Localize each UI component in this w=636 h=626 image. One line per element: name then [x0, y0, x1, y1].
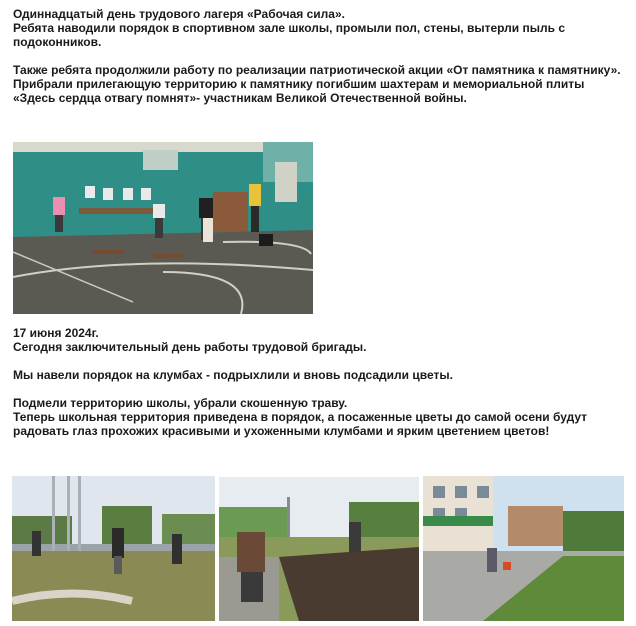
date-heading: 17 июня 2024г.: [13, 326, 99, 340]
text-line: Мы навели порядок на клумбах - подрыхлили и вновь подсадили цветы.: [13, 368, 453, 382]
text-line: Одиннадцатый день трудового лагеря «Рабочая сила».: [13, 7, 345, 21]
text-line: Также ребята продолжили работу по реализации патриотической акции «От памятника к памятнику».: [13, 63, 621, 77]
text-line: «Здесь сердца отвагу помнят»- участникам Великой Отечественной войны.: [13, 91, 467, 105]
text-line: Сегодня заключительный день работы трудовой бригады.: [13, 340, 367, 354]
paragraph-territory: [13, 396, 633, 438]
text-line: Ребята наводили порядок в спортивном зале школы, промыли пол, стены, вытерли пыль с: [13, 21, 566, 35]
text-line: подоконников.: [13, 35, 102, 49]
text-line: Теперь школьная территория приведена в порядок, а посаженные цветы до самой осени будут: [13, 410, 588, 424]
text-line: Подмели территорию школы, убрали скошенную траву.: [13, 396, 348, 410]
photo-flowerbed: [219, 477, 419, 621]
photo-school-yard: [12, 476, 215, 621]
paragraph-flowerbeds: [13, 368, 633, 382]
text-line: Прибрали прилегающую территорию к памятнику погибшим шахтерам и мемориальной плиты: [13, 77, 585, 91]
paragraph-monument-action: [13, 63, 633, 105]
text-line: радовать глаз прохожих красивыми и ухоженными клумбами и ярким цветением цветов!: [13, 424, 550, 438]
photo-school-building: [423, 476, 624, 621]
photo-gym-cleaning: [13, 142, 313, 314]
paragraph-day-eleven: [13, 7, 633, 49]
paragraph-final-day: [13, 326, 633, 354]
